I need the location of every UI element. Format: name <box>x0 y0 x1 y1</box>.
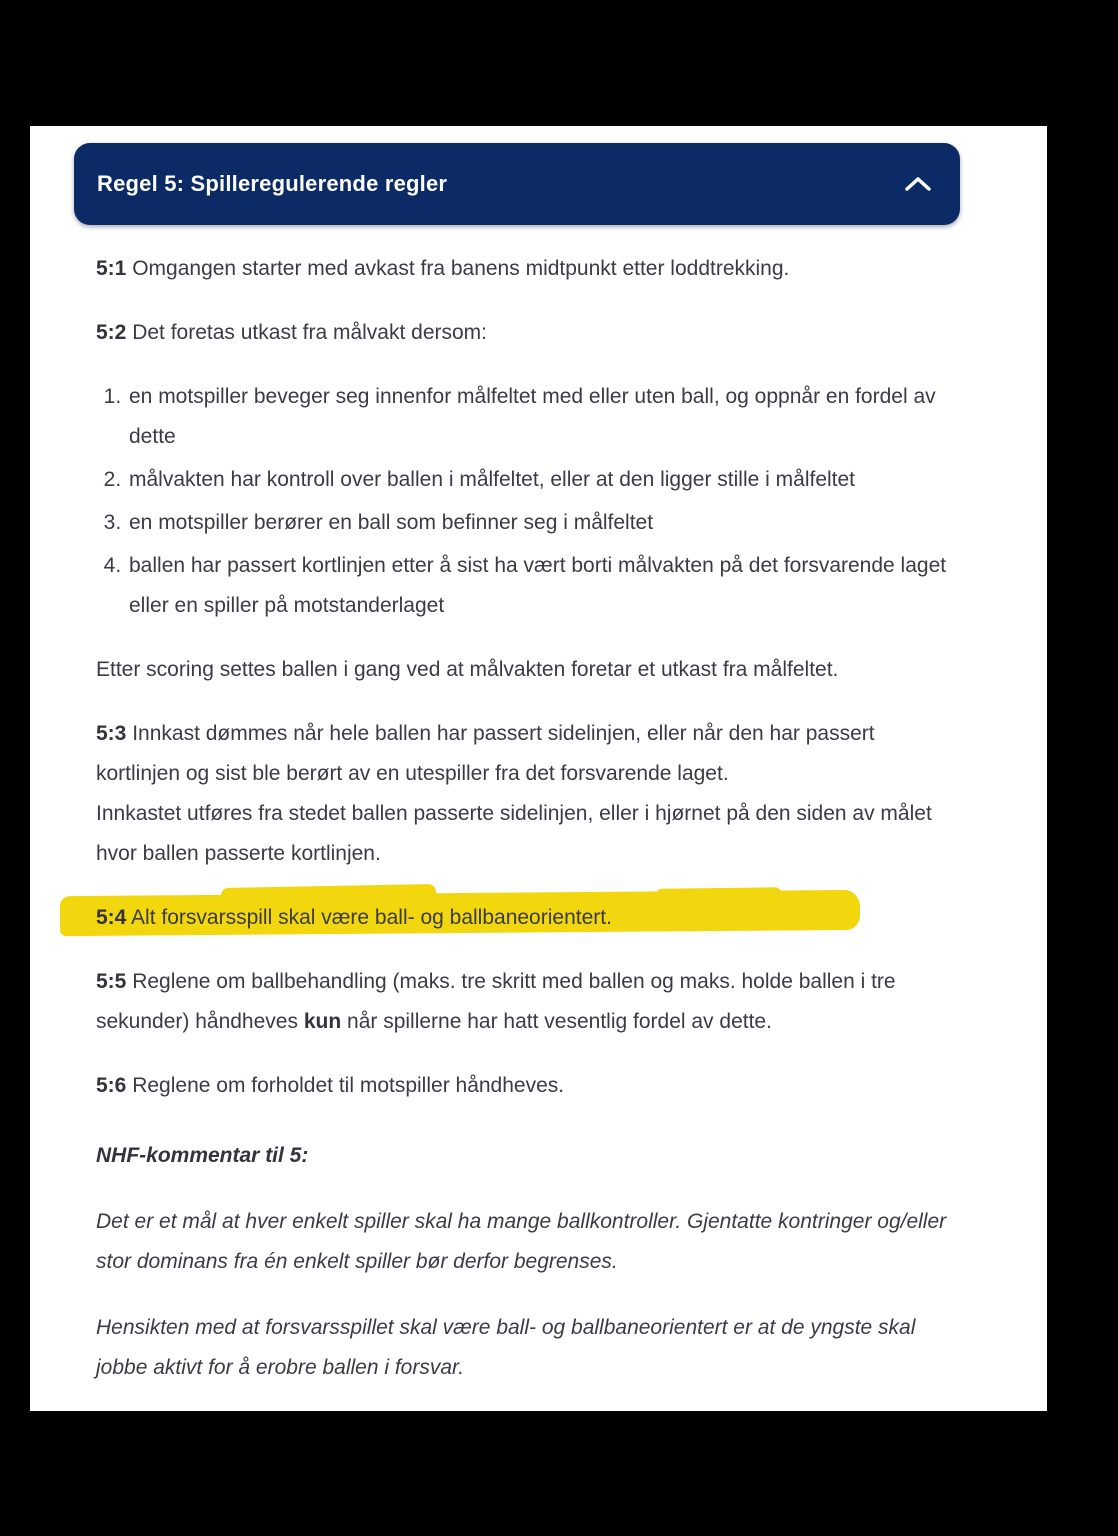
rule-5-6 <box>96 1066 947 1106</box>
list-item-text: en motspiller berører en ball som befinner seg i målfeltet <box>129 511 654 534</box>
rule-text: når spillerne har hatt vesentlig fordel av dette. <box>347 1010 772 1033</box>
rule-5-5 <box>96 962 947 1042</box>
rule-5-4 <box>96 898 947 938</box>
rule-text: Innkastet utføres fra stedet ballen passerte sidelinjen, eller i hjørnet på den siden av målet hvor ballen passerte kortlinjen. <box>96 802 932 865</box>
rule-text: Alt forsvarsspill skal være ball- og ballbaneorientert. <box>131 906 612 929</box>
rule-text: Reglene om ballbehandling (maks. tre skritt med ballen og maks. holde ballen i tre sekunder) håndheves <box>96 970 896 1033</box>
rule-5-3 <box>96 714 947 874</box>
rule-5-1 <box>96 249 947 289</box>
after-scoring-paragraph <box>96 650 947 690</box>
nhf-comment-title: NHF-kommentar til 5: <box>96 1144 309 1167</box>
rule-5-2 <box>96 313 947 353</box>
chevron-up-icon[interactable] <box>904 176 932 192</box>
utkast-conditions-list <box>96 377 947 626</box>
list-item-text: målvakten har kontroll over ballen i målfeltet, eller at den ligger stille i målfeltet <box>129 468 856 491</box>
rule-number: 5:6 <box>96 1074 127 1097</box>
rule-number: 5:4 <box>96 906 127 929</box>
rule-bold-word: kun <box>303 1010 342 1033</box>
rule-number: 5:1 <box>96 257 127 280</box>
rule-text: Innkast dømmes når hele ballen har passert sidelinjen, eller når den har passert kortlinjen og sist ble berørt av en utespiller fra det forsvarende laget. <box>96 722 875 785</box>
accordion-header-regel-5[interactable] <box>74 143 960 225</box>
nhf-comment-paragraph: Hensikten med at forsvarsspillet skal være ball- og ballbaneorientert er at de yngste skal jobbe aktivt for å erobre ballen i forsvar. <box>96 1316 916 1379</box>
list-item <box>127 503 947 543</box>
paragraph-text: Etter scoring settes ballen i gang ved at målvakten foretar et utkast fra målfeltet. <box>96 658 839 681</box>
rule-number: 5:5 <box>96 970 127 993</box>
rules-content <box>96 225 947 1414</box>
rule-number: 5:3 <box>96 722 127 745</box>
nhf-comment-paragraph: Det er et mål at hver enkelt spiller skal ha mange ballkontroller. Gjentatte kontringer og/eller stor dominans fra én enkelt spiller bør derfor begrenses. <box>96 1210 947 1273</box>
list-item <box>127 460 947 500</box>
list-item-text: ballen har passert kortlinjen etter å sist ha vært borti målvakten på det forsvarende laget eller en spiller på motstanderlaget <box>129 554 947 617</box>
rule-text: Det foretas utkast fra målvakt dersom: <box>132 321 487 344</box>
list-item <box>127 546 947 626</box>
accordion-title: Regel 5: Spilleregulerende regler <box>97 171 448 196</box>
highlight-marker-smudge <box>656 887 781 901</box>
list-item-text: en motspiller beveger seg innenfor målfeltet med eller uten ball, og oppnår en fordel av dette <box>129 385 936 448</box>
list-item <box>127 377 947 457</box>
rule-text: Omgangen starter med avkast fra banens midtpunkt etter loddtrekking. <box>132 257 790 280</box>
rule-number: 5:2 <box>96 321 127 344</box>
rule-text: Reglene om forholdet til motspiller håndheves. <box>132 1074 565 1097</box>
document-page <box>30 126 1047 1411</box>
